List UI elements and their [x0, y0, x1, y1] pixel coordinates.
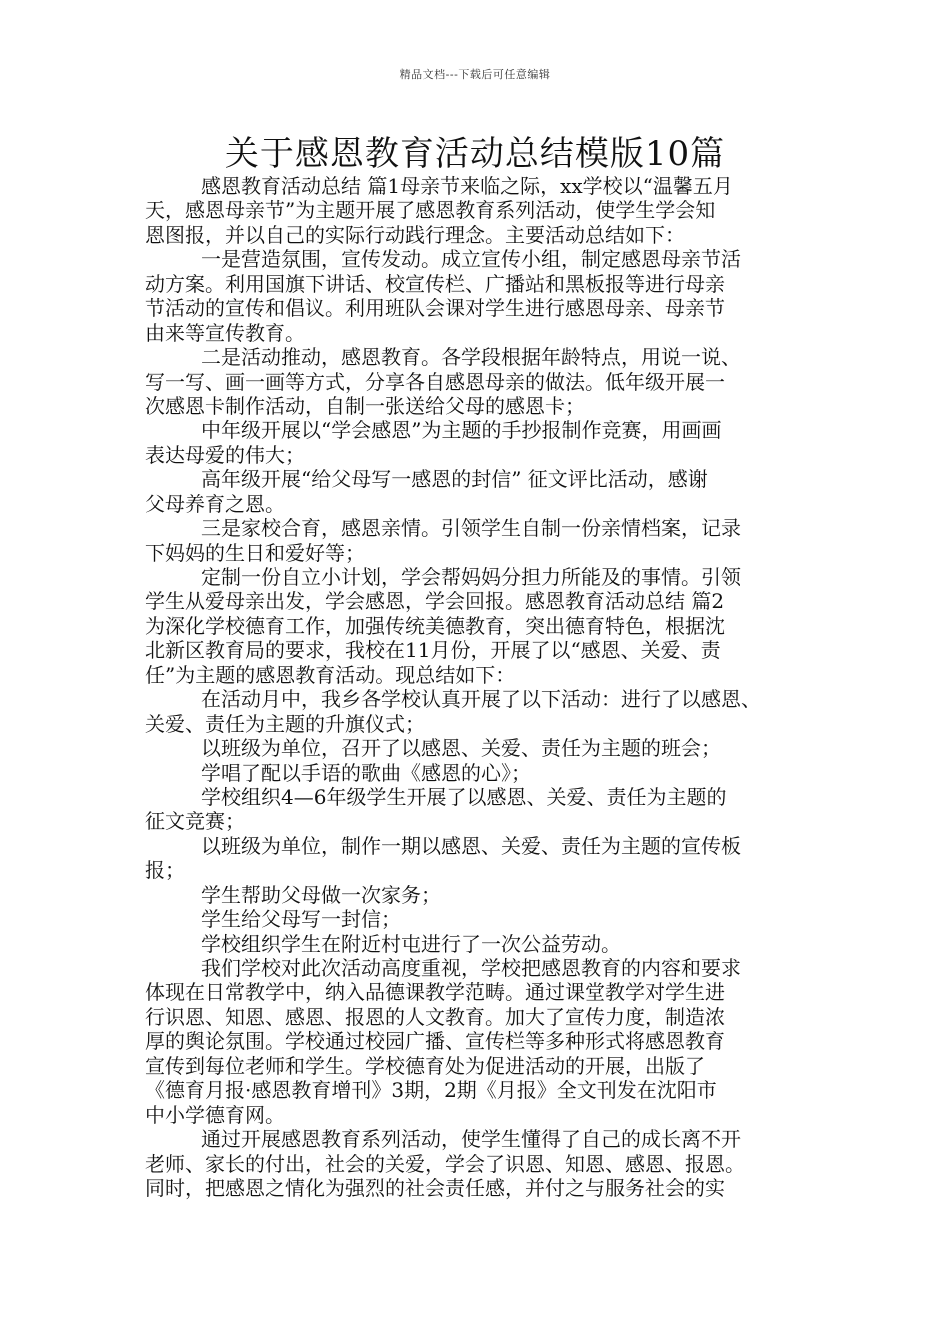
text-line: 学生给父母写一封信； [201, 907, 401, 932]
text-line: 动方案。利用国旗下讲话、校宣传栏、广播站和黑板报等进行母亲 [145, 271, 725, 296]
document-body [145, 174, 820, 1200]
text-line: 宣传到每位老师和学生。学校德育处为促进活动的开展，出版了 [145, 1053, 705, 1078]
text-line: 征文竞赛； [145, 809, 245, 834]
text-line: 三是家校合育，感恩亲情。引领学生自制一份亲情档案，记录 [201, 516, 741, 541]
text-line: 感恩教育活动总结 篇1母亲节来临之际，xx学校以“温馨五月 [201, 174, 733, 198]
text-line: 天，感恩母亲节”为主题开展了感恩教育系列活动，使学生学会知 [145, 198, 716, 223]
text-line: 次感恩卡制作活动，自制一张送给父母的感恩卡； [145, 393, 585, 418]
text-line: 同时，把感恩之情化为强烈的社会责任感，并付之与服务社会的实 [145, 1175, 725, 1200]
text-line: 关爱、责任为主题的升旗仪式； [145, 711, 425, 736]
text-line: 学校组织学生在附近村屯进行了一次公益劳动。 [201, 931, 621, 956]
text-line: 以班级为单位，召开了以感恩、关爱、责任为主题的班会； [201, 736, 721, 761]
text-line: 以班级为单位，制作一期以感恩、关爱、责任为主题的宣传板 [201, 833, 741, 858]
document-title: 关于感恩教育活动总结模版10篇 [224, 134, 726, 174]
text-line: 行识恩、知恩、感恩、报恩的人文教育。加大了宣传力度，制造浓 [145, 1004, 725, 1029]
text-line: 写一写、画一画等方式，分享各自感恩母亲的做法。低年级开展一 [145, 369, 725, 394]
header-note: 精品文档---下载后可任意编辑 [399, 68, 551, 81]
text-line: 《德育月报·感恩教育增刊》3期，2期《月报》全文刊发在沈阳市 [145, 1078, 717, 1103]
text-line: 一是营造氛围，宣传发动。成立宣传小组，制定感恩母亲节活 [201, 247, 741, 272]
text-line: 恩图报，并以自己的实际行动践行理念。主要活动总结如下： [145, 222, 685, 247]
text-line: 学唱了配以手语的歌曲《感恩的心》； [201, 760, 531, 785]
text-line: 学校组织4—6年级学生开展了以感恩、关爱、责任为主题的 [201, 784, 727, 809]
text-line: 报； [145, 858, 185, 883]
text-line: 任”为主题的感恩教育活动。现总结如下： [145, 662, 516, 687]
text-line: 中年级开展以“学会感恩”为主题的手抄报制作竞赛，用画画 [201, 418, 722, 443]
text-line: 厚的舆论氛围。学校通过校园广播、宣传栏等多种形式将感恩教育 [145, 1029, 725, 1054]
text-line: 通过开展感恩教育系列活动，使学生懂得了自己的成长离不开 [201, 1127, 741, 1152]
text-line: 下妈妈的生日和爱好等； [145, 540, 365, 565]
text-line: 节活动的宣传和倡议。利用班队会课对学生进行感恩母亲、母亲节 [145, 296, 725, 321]
text-line: 表达母爱的伟大； [145, 442, 305, 467]
text-line: 我们学校对此次活动高度重视，学校把感恩教育的内容和要求 [201, 956, 741, 980]
text-line: 二是活动推动，感恩教育。各学段根据年龄特点，用说一说、 [201, 345, 741, 370]
text-line: 为深化学校德育工作，加强传统美德教育，突出德育特色，根据沈 [145, 613, 725, 638]
text-line: 定制一份自立小计划，学会帮妈妈分担力所能及的事情。引领 [201, 565, 741, 589]
text-line: 高年级开展“给父母写一感恩的封信” 征文评比活动，感谢 [201, 467, 708, 492]
text-line: 老师、家长的付出，社会的关爱，学会了识恩、知恩、感恩、报恩。 [145, 1151, 745, 1176]
text-line: 学生从爱母亲出发，学会感恩，学会回报。感恩教育活动总结 篇2 [145, 589, 725, 614]
text-line: 北新区教育局的要求，我校在11月份，开展了以“感恩、关爱、责 [145, 638, 721, 663]
text-line: 由来等宣传教育。 [145, 320, 305, 345]
text-line: 在活动月中，我乡各学校认真开展了以下活动：进行了以感恩、 [201, 687, 761, 712]
text-line: 父母养育之恩。 [145, 491, 285, 516]
text-line: 体现在日常教学中，纳入品德课教学范畴。通过课堂教学对学生进 [145, 980, 725, 1005]
text-line: 中小学德育网。 [145, 1102, 285, 1127]
text-line: 学生帮助父母做一次家务； [201, 882, 441, 907]
